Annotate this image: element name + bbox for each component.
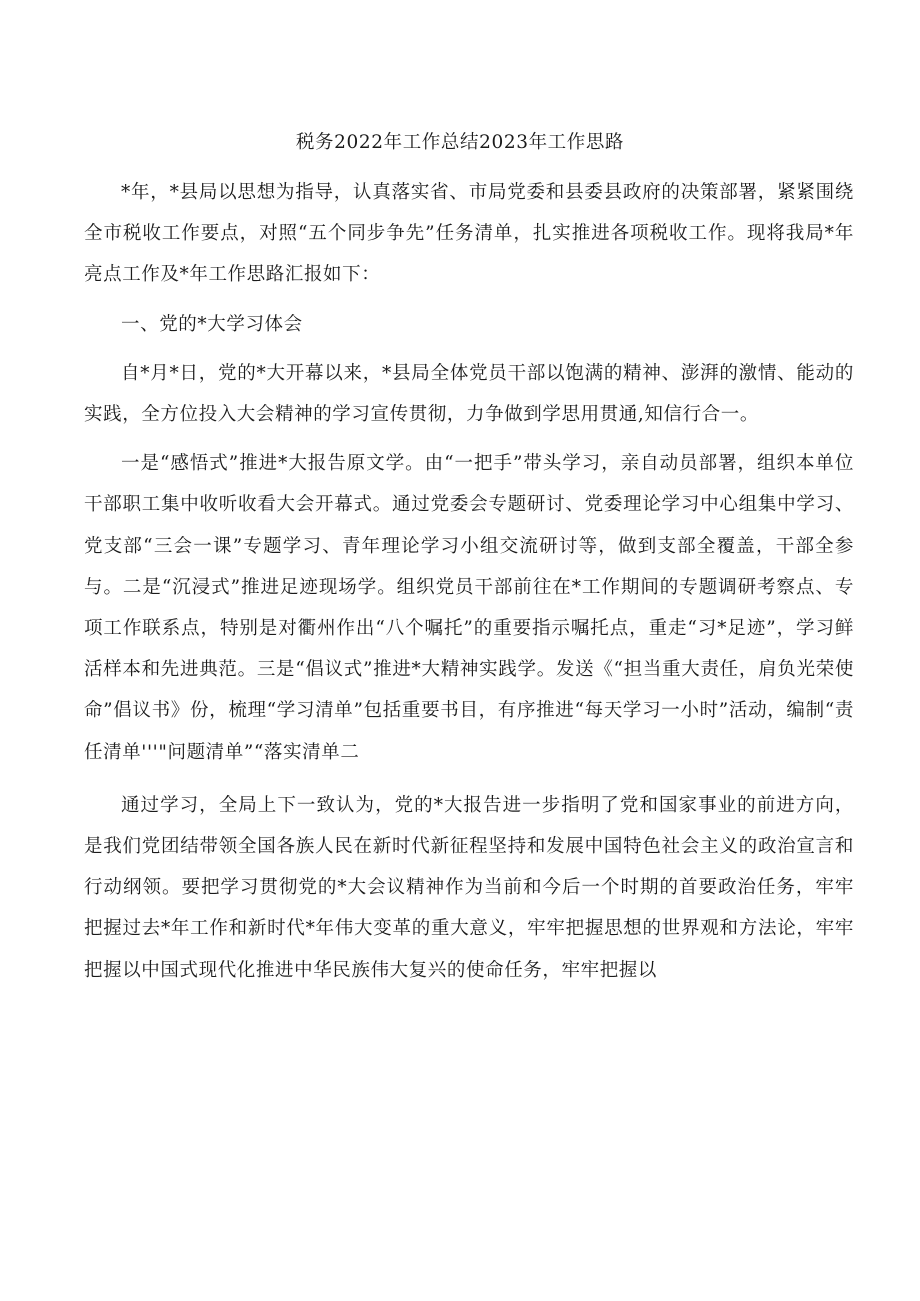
intro-paragraph: *年，*县局以思想为指导，认真落实省、市局党委和县委县政府的决策部署，紧紧围绕全市税收工作要点，对照“五个同步争先”任务清单，扎实推进各项税收工作。现将我局*年亮点工作及*年工作思路汇报如下：	[84, 182, 854, 286]
section-1-paragraph-2: 一是“感悟式”推进*大报告原文学。由“一把手”带头学习，亲自动员部署，组织本单位干部职工集中收听收看大会开幕式。通过党委会专题研讨、党委理论学习中心组集中学习、党支部“三会一课”专题学习、青年理论学习小组交流研讨等，做到支部全覆盖，干部全参与。二是“沉浸式”推进足迹现场学。组织党员干部前往在*工作期间的专题调研考察点、专项工作联系点，特别是对衢州作出“八个嘱托”的重要指示嘱托点，重走“习*足迹”，学习鲜活样本和先进典范。三是“倡议式”推进*大精神实践学。发送《“担当重大责任，肩负光荣使命”倡议书》份，梳理“学习清单”包括重要书目，有序推进“每天学习一小时”活动，编制“责任清单'''"问题清单”“落实清单二	[84, 453, 854, 763]
section-1-paragraph-3: 通过学习，全局上下一致认为，党的*大报告进一步指明了党和国家事业的前进方向，是我们党团结带领全国各族人民在新时代新征程坚持和发展中国特色社会主义的政治宣言和行动纲领。要把学习贯彻党的*大会议精神作为当前和今后一个时期的首要政治任务，牢牢把握过去*年工作和新时代*年伟大变革的重大意义，牢牢把握思想的世界观和方法论，牢牢把握以中国式现代化推进中华民族伟大复兴的使命任务，牢牢把握以	[84, 794, 854, 981]
document-title: 税务2022年工作总结2023年工作思路	[295, 132, 625, 153]
section-1-paragraph-1: 自*月*日，党的*大开幕以来，*县局全体党员干部以饱满的精神、澎湃的激情、能动的实践，全方位投入大会精神的学习宣传贯彻，力争做到学思用贯通,知信行合一。	[84, 362, 854, 426]
document-body	[84, 172, 854, 991]
section-heading-1: 一、党的*大学习体会	[121, 313, 303, 335]
